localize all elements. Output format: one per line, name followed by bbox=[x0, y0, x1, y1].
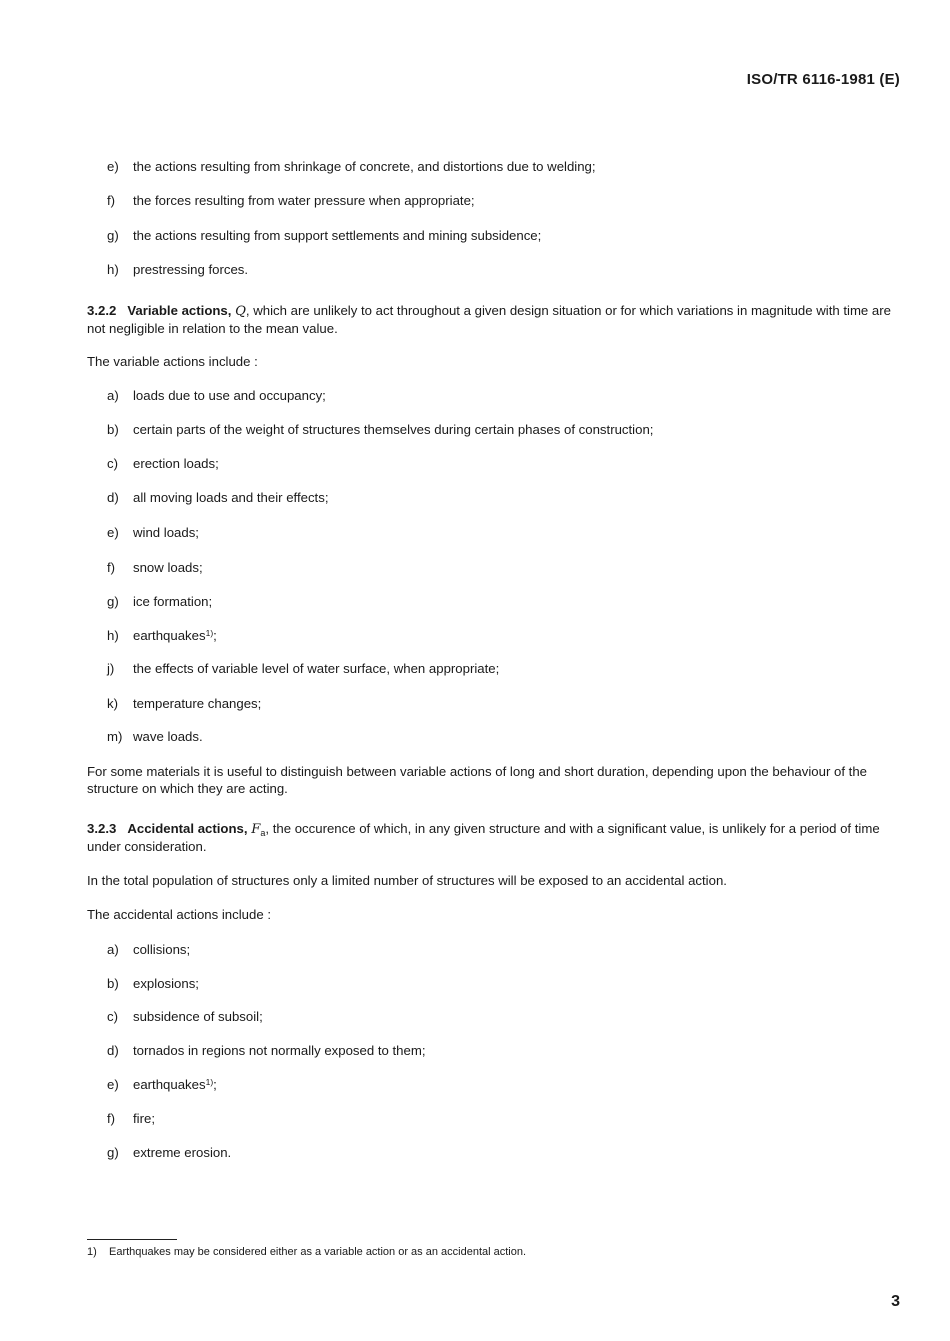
list-item: g) the actions resulting from support settlements and mining subsidence; bbox=[107, 228, 542, 243]
footnote: 1) Earthquakes may be considered either as a variable action or as an accidental action. bbox=[87, 1246, 527, 1258]
section-title: Accidental actions, bbox=[127, 821, 248, 836]
list-item: c) subsidence of subsoil; bbox=[107, 1009, 263, 1024]
section-number: 3.2.3 bbox=[87, 821, 117, 836]
list-item: f) the forces resulting from water pressure when appropriate; bbox=[107, 193, 475, 208]
variable-intro: The variable actions include : bbox=[87, 354, 258, 369]
list-item: k) temperature changes; bbox=[107, 696, 262, 711]
population-paragraph: In the total population of structures only a limited number of structures will be exposed to an accidental action. bbox=[87, 873, 727, 888]
section-3-2-2 bbox=[87, 302, 903, 337]
list-item: j) the effects of variable level of water surface, when appropriate; bbox=[107, 661, 500, 676]
footnote-ref: 1) bbox=[205, 1077, 214, 1087]
list-item: h) prestressing forces. bbox=[107, 262, 249, 277]
list-item: d) all moving loads and their effects; bbox=[107, 490, 329, 505]
list-item: f) fire; bbox=[107, 1111, 155, 1126]
footnote-divider bbox=[87, 1239, 177, 1240]
materials-paragraph: For some materials it is useful to distinguish between variable actions of long and short duration, depending upon the behaviour of the structure on which they are acting. bbox=[87, 764, 868, 796]
symbol-q: Q bbox=[235, 304, 246, 319]
list-item: g) extreme erosion. bbox=[107, 1145, 232, 1160]
list-item: b) explosions; bbox=[107, 976, 199, 991]
list-item: m) wave loads. bbox=[107, 729, 203, 744]
section-text: , which are unlikely to act throughout a given design situation or for which variations in magnitude with time are not negligible in relation to the mean value. bbox=[87, 303, 891, 336]
symbol-fa: F bbox=[251, 822, 261, 837]
footnote-ref: 1) bbox=[205, 628, 214, 638]
section-title: Variable actions, bbox=[127, 303, 232, 318]
symbol-subscript: a bbox=[260, 828, 266, 838]
list-item: e) the actions resulting from shrinkage of concrete, and distortions due to welding; bbox=[107, 159, 596, 174]
list-item: a) collisions; bbox=[107, 942, 191, 957]
list-item: h) earthquakes$^{1)}$; bbox=[107, 628, 217, 643]
page-number: 3 bbox=[891, 1293, 900, 1310]
list-item: a) loads due to use and occupancy; bbox=[107, 388, 326, 403]
document-header: ISO/TR 6116-1981 (E) bbox=[746, 71, 900, 88]
list-item: e) earthquakes$^{1)}$; bbox=[107, 1077, 217, 1092]
list-item: b) certain parts of the weight of structures themselves during certain phases of construction; bbox=[107, 422, 654, 437]
accidental-intro: The accidental actions include : bbox=[87, 907, 272, 922]
list-item: g) ice formation; bbox=[107, 594, 213, 609]
section-number: 3.2.2 bbox=[87, 303, 117, 318]
section-3-2-3 bbox=[87, 820, 903, 855]
list-item: d) tornados in regions not normally exposed to them; bbox=[107, 1043, 426, 1058]
list-item: f) snow loads; bbox=[107, 560, 203, 575]
list-item: e) wind loads; bbox=[107, 525, 199, 540]
section-text: , the occurence of which, in any given structure and with a significant value, is unlikely for a period of time under consideration. bbox=[87, 821, 880, 854]
list-item: c) erection loads; bbox=[107, 456, 219, 471]
